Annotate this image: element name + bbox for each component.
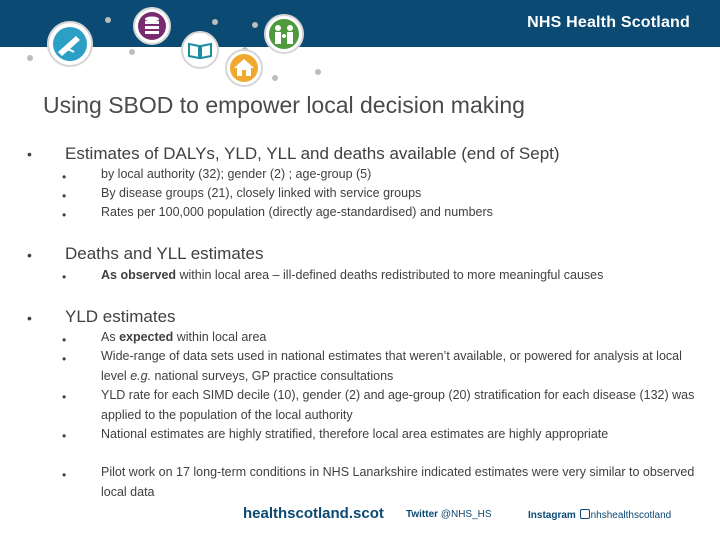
instagram-label: Instagram bbox=[528, 510, 576, 521]
slide-title: Using SBOD to empower local decision making bbox=[43, 92, 525, 118]
twitter-label: Twitter bbox=[406, 509, 439, 520]
section-heading-yld: YLD estimates bbox=[65, 307, 176, 326]
item-text: within local area – ill-defined deaths redistributed to more meaningful causes bbox=[176, 268, 604, 282]
list-item bbox=[101, 266, 701, 286]
list-item bbox=[101, 347, 701, 386]
instagram-icon bbox=[580, 509, 590, 519]
pen-hand-icon bbox=[48, 22, 92, 66]
item-text: Wide-range of data sets used in national estimates that weren’t available, or powered for analysis at local level bbox=[101, 349, 682, 383]
footer-website-link[interactable]: healthscotland.scot bbox=[243, 505, 384, 522]
list-item: YLD rate for each SIMD decile (10), gender (2) and age-group (20) stratification for each disease (132) was applied to the population of the local authority bbox=[101, 388, 695, 422]
emphasis-text: e.g. bbox=[130, 368, 152, 383]
sub-bullet-marker: • bbox=[62, 352, 67, 366]
footer-twitter[interactable] bbox=[406, 509, 492, 520]
sub-bullet-marker: • bbox=[62, 333, 67, 347]
sub-bullet-marker: • bbox=[62, 170, 67, 184]
sub-bullet-marker: • bbox=[62, 189, 67, 203]
icon-strip bbox=[0, 0, 330, 100]
emphasis-text: As observed bbox=[101, 268, 177, 282]
section-heading-estimates: Estimates of DALYs, YLD, YLL and deaths available (end of Sept) bbox=[65, 144, 560, 163]
item-text: national surveys, GP practice consultations bbox=[151, 368, 394, 383]
list-item bbox=[101, 328, 701, 348]
list-item: Rates per 100,000 population (directly age-standardised) and numbers bbox=[101, 205, 493, 219]
emphasis-text: expected bbox=[119, 330, 174, 344]
list-item: by local authority (32); gender (2) ; age-group (5) bbox=[101, 167, 372, 181]
twitter-handle: @NHS_HS bbox=[440, 509, 492, 520]
sub-bullet-marker: • bbox=[62, 208, 67, 222]
sub-bullet-marker: • bbox=[62, 390, 67, 404]
item-text: within local area bbox=[173, 330, 267, 344]
bullet-marker: • bbox=[27, 146, 32, 162]
sub-bullet-marker: • bbox=[62, 468, 67, 482]
family-icon bbox=[265, 15, 303, 53]
list-item: Pilot work on 17 long-term conditions in NHS Lanarkshire indicated estimates were very similar to observed local data bbox=[101, 465, 695, 499]
list-item: By disease groups (21), closely linked with service groups bbox=[101, 186, 422, 200]
footer bbox=[0, 500, 720, 530]
instagram-handle: nhshealthscotland bbox=[590, 510, 672, 521]
bullet-marker: • bbox=[27, 247, 32, 263]
brand-name: NHS Health Scotland bbox=[527, 14, 690, 31]
coins-icon bbox=[134, 8, 170, 44]
book-icon bbox=[182, 32, 218, 68]
list-item: National estimates are highly stratified, therefore local area estimates are highly appropriate bbox=[101, 427, 609, 441]
footer-instagram[interactable] bbox=[528, 509, 671, 521]
sub-bullet-marker: • bbox=[62, 429, 67, 443]
item-text: As bbox=[101, 330, 120, 344]
section-heading-deaths-yll: Deaths and YLL estimates bbox=[65, 244, 264, 263]
sub-bullet-marker: • bbox=[62, 270, 67, 284]
house-icon bbox=[226, 50, 262, 86]
bullet-marker: • bbox=[27, 310, 32, 326]
